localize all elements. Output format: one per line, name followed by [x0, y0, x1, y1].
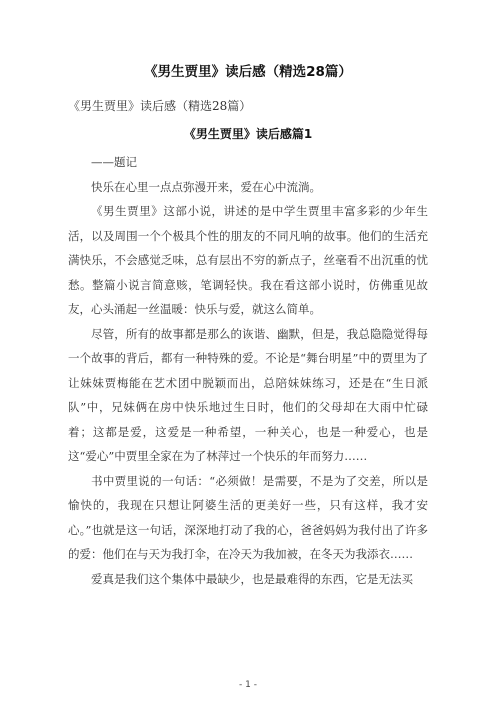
epigraph: ——题记 [91, 155, 137, 169]
document-subtitle: 《男生贾里》读后感（精选28篇） [68, 99, 252, 113]
document-title: 《男生贾里》读后感（精选28篇） [144, 64, 352, 80]
paragraph: 爱真是我们这个集体中最缺少，也是最难得的东西，它是无法买 [91, 571, 413, 586]
paragraph: 书中贾里说的一句话：“必须做！是需要，不是为了交差，所以是愉快的，我现在只想让阿婆生活的更美好一些，只有这样，我才安心。”也就是这一句话，深深地打动了我的心，爸爸妈妈为我付出了许多的爱：他们在与天为我打伞，在冷天为我加被，在冬天为我添衣…… [68, 473, 428, 561]
section-heading: 《男生贾里》读后感篇1 [183, 127, 313, 141]
paragraph: 快乐在心里一点点弥漫开来，爱在心中流淌。 [91, 179, 321, 194]
paragraph: 《男生贾里》这部小说，讲述的是中学生贾里丰富多彩的少年生活，以及周围一个个极具个性的朋友的不同凡响的故事。他们的生活充满快乐，不会感觉乏味，总有层出不穷的新点子，丝毫看不出沉重的忧愁。整篇小说言简意赅，笔调轻快。我在看这部小说时，仿佛重见故友，心头涌起一丝温暖：快乐与爱，就这么简单。 [68, 204, 428, 316]
paragraph: 尽管，所有的故事都是那么的诙谐、幽默，但是，我总隐隐觉得每一个故事的背后，都有一种特殊的爱。不论是“舞台明星”中的贾里为了让妹妹贾梅能在艺术团中脱颖而出，总陪妹妹练习，还是在“生日派队”中，兄妹俩在房中快乐地过生日时，他们的父母却在大雨中忙碌着；这都是爱，这爱是一种希望，一种关心，也是一种爱心，也是这“爱心”中贾里全家在为了林萍过一个快乐的年而努力…… [68, 326, 428, 463]
page-number: - 1 - [239, 680, 257, 690]
document-body [68, 150, 428, 591]
